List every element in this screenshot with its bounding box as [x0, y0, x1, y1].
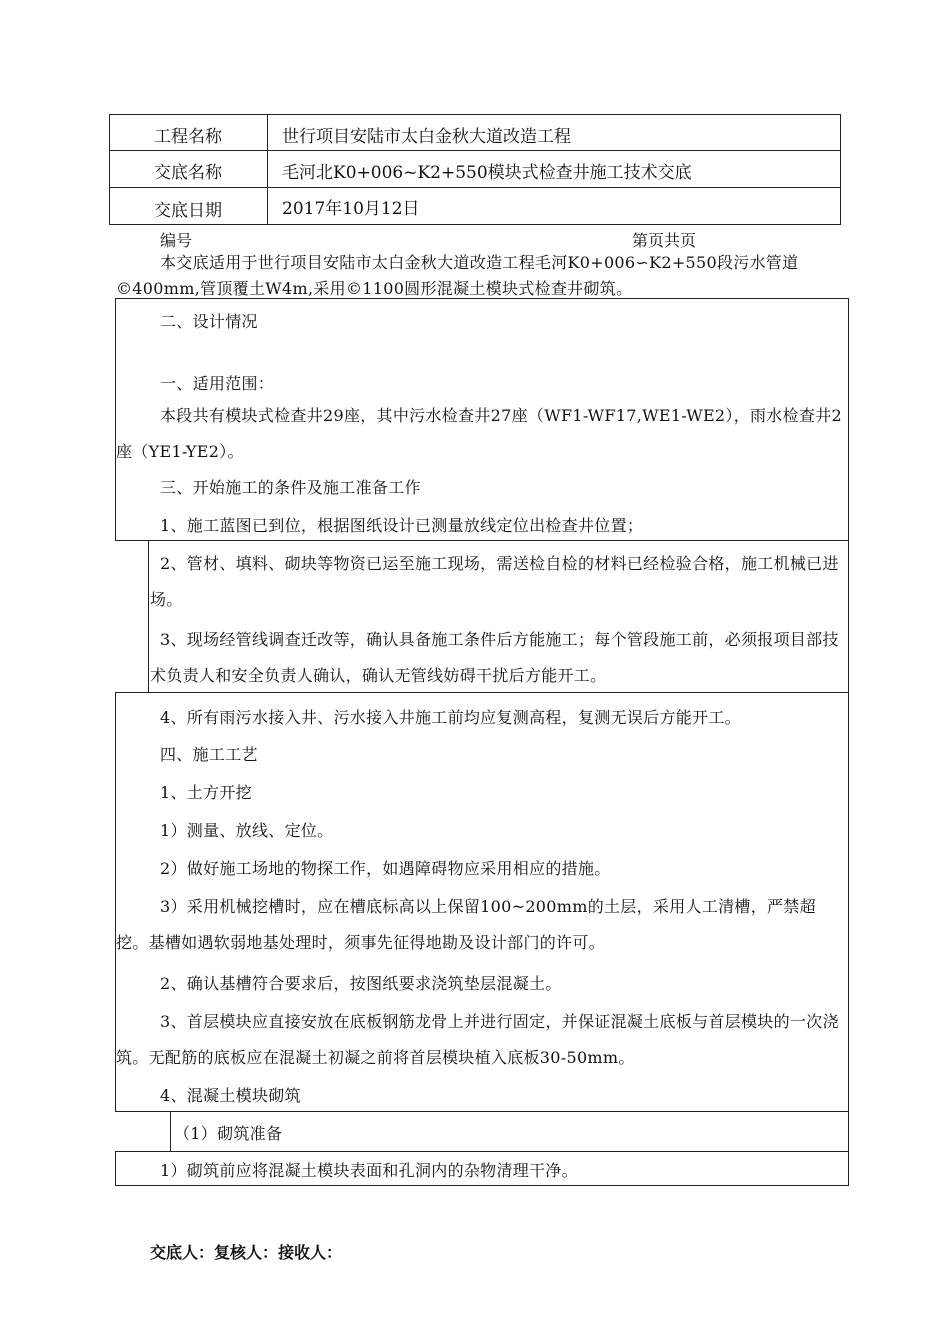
table-border [109, 114, 841, 115]
project-name-label: 工程名称 [154, 127, 222, 147]
table-border [109, 224, 841, 225]
heading-scope: 一、适用范围： [160, 374, 275, 393]
step-excavation: 1、土方开挖 [160, 783, 252, 802]
heading-design: 二、设计情况 [160, 312, 258, 331]
condition-2: 2、管材、填料、砌块等物资已运至施工现场，需送检自检的材料已经检验合格，施工机械已进场。 [150, 554, 839, 609]
heading-conditions: 三、开始施工的条件及施工准备工作 [160, 478, 421, 497]
number-label: 编号 [160, 231, 193, 250]
box-border [170, 1111, 171, 1152]
briefing-name-value: 毛河北K0+006~K2+550模块式检查井施工技术交底 [282, 163, 692, 183]
box-border [848, 540, 849, 693]
project-name-value: 世行项目安陆市太白金秋大道改造工程 [282, 127, 571, 147]
page-label: 第页共页 [632, 231, 697, 250]
briefing-date-value: 2017年10月12日 [282, 199, 420, 219]
step-4: 4、混凝土模块砌筑 [160, 1086, 301, 1105]
table-border [840, 114, 841, 225]
step-excavation-3: 3）采用机械挖槽时，应在槽底标高以上保留100~200mm的土层，采用人工清槽，严禁超挖。基槽如遇软弱地基处理时，须事先征得地勘及设计部门的许可。 [116, 897, 816, 952]
masonry-prep-heading: （1）砌筑准备 [174, 1124, 283, 1143]
step-3: 3、首层模块应直接安放在底板钢筋龙骨上并进行固定，并保证混凝土底板与首层模块的一次浇筑。无配筋的底板应在混凝土初凝之前将首层模块植入底板30-50mm。 [116, 1012, 839, 1067]
table-border [109, 150, 841, 151]
signature-line: 交底人：复核人：接收人： [150, 1243, 343, 1262]
box-border [115, 298, 849, 299]
step-excavation-1: 1）测量、放线、定位。 [160, 821, 334, 840]
step-excavation-2: 2）做好施工场地的物探工作，如遇障碍物应采用相应的措施。 [160, 859, 611, 878]
heading-process: 四、施工工艺 [160, 745, 258, 764]
step-2: 2、确认基槽符合要求后，按图纸要求浇筑垫层混凝土。 [160, 974, 562, 993]
condition-3: 3、现场经管线调查迁改等，确认具备施工条件后方能施工；每个管段施工前，必须报项目部技术负责人和安全负责人确认，确认无管线妨碍干扰后方能开工。 [150, 630, 839, 685]
briefing-date-label: 交底日期 [154, 201, 222, 221]
condition-4: 4、所有雨污水接入井、污水接入井施工前均应复测高程，复测无误后方能开工。 [160, 708, 741, 727]
box-border [148, 540, 149, 693]
table-border [109, 187, 841, 188]
box-border [115, 1151, 116, 1186]
table-border [267, 114, 268, 225]
briefing-name-label: 交底名称 [154, 163, 222, 183]
paragraph-scope: 本段共有模块式检查井29座，其中污水检查井27座（WF1-WF17,WE1-WE2），雨水检查井2座（YE1-YE2）。 [116, 406, 842, 461]
condition-1: 1、施工蓝图已到位，根据图纸设计已测量放线定位出检查井位置； [160, 516, 644, 535]
intro-paragraph: 本交底适用于世行项目安陆市太白金秋大道改造工程毛河K0+006∽K2+550段污水管道©400mm,管顶覆土W4m,采用©1100圆形混凝土模块式检查井砌筑。 [116, 253, 799, 298]
masonry-prep-1: 1）砌筑前应将混凝土模块表面和孔洞内的杂物清理干净。 [160, 1161, 578, 1180]
